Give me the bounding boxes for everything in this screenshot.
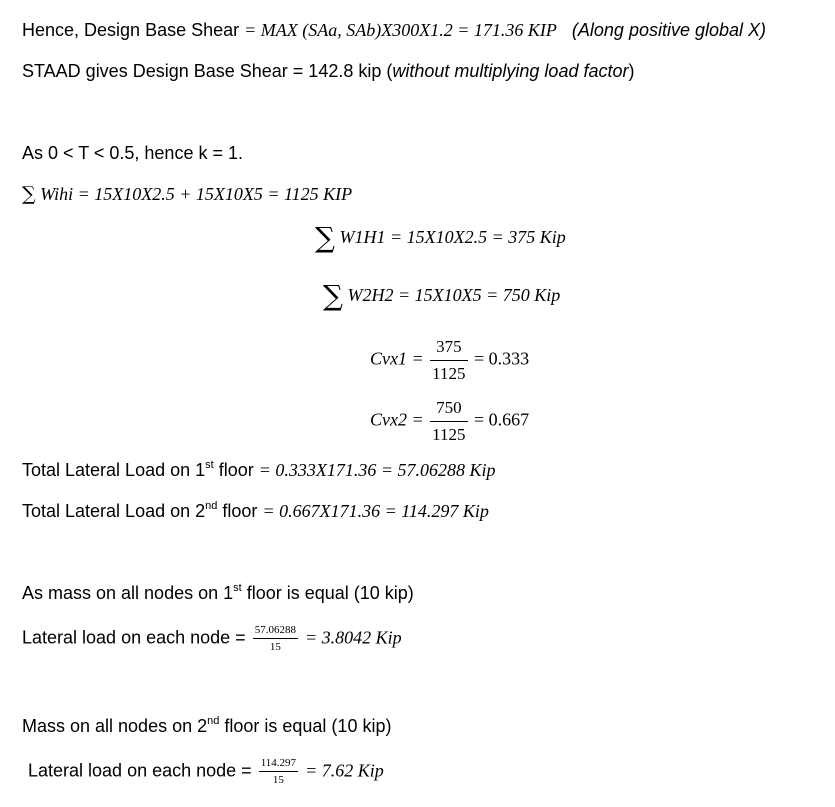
- mass-2nd-floor-line: [22, 715, 391, 737]
- lateral-load-1st-floor-formula: = 0.333X171.36 = 57.06288 Kip: [258, 460, 496, 480]
- cvx2-lhs: Cvx2 =: [370, 409, 424, 430]
- mass-1st-floor-line: [22, 582, 414, 604]
- sum-w1h1-sigma: ∑: [315, 221, 335, 254]
- node-load-1st-denominator: 15: [269, 641, 281, 653]
- staad-base-shear-line: [22, 61, 634, 82]
- node-load-2nd-fraction: [259, 755, 298, 788]
- sum-w1h1-line: [315, 221, 566, 254]
- design-base-shear-label: Hence, Design Base Shear: [22, 20, 240, 40]
- node-load-1st-numerator: 57.06288: [253, 622, 298, 639]
- sum-wihi-sigma: ∑: [22, 183, 36, 205]
- cvx2-numerator: 750: [430, 395, 467, 422]
- cvx1-line: [370, 334, 529, 387]
- node-load-1st-fraction: [253, 622, 298, 655]
- node-load-2nd-numerator: 114.297: [259, 755, 298, 772]
- sum-w2h2-formula: W2H2 = 15X10X5 = 750 Kip: [347, 285, 561, 305]
- cvx1-lhs: Cvx1 =: [370, 348, 424, 369]
- mass-1st-floor-post: floor is equal (10 kip): [241, 583, 414, 603]
- staad-base-shear-close: ): [628, 61, 635, 81]
- lateral-load-1st-floor-label: Total Lateral Load on 1: [22, 460, 206, 480]
- cvx1-fraction: [430, 334, 467, 387]
- lateral-load-1st-floor-post: floor: [213, 460, 254, 480]
- second-superscript: nd: [205, 500, 218, 512]
- lateral-load-2nd-floor-formula: = 0.667X171.36 = 114.297 Kip: [262, 501, 489, 521]
- cvx1-numerator: 375: [430, 334, 467, 361]
- lateral-load-1st-floor-line: [22, 459, 496, 481]
- cvx1-rhs: = 0.333: [474, 348, 530, 369]
- cvx2-line: [370, 395, 529, 448]
- staad-base-shear-text: STAAD gives Design Base Shear = 142.8 kip (: [22, 61, 393, 81]
- lateral-load-2nd-floor-post: floor: [217, 501, 258, 521]
- k-value-line: [22, 143, 243, 164]
- mass-1st-floor-label: As mass on all nodes on 1: [22, 583, 234, 603]
- sum-wihi-formula: Wihi = 15X10X2.5 + 15X10X5 = 1125 KIP: [40, 184, 353, 204]
- lateral-load-2nd-floor-label: Total Lateral Load on 2: [22, 501, 206, 521]
- cvx2-denominator: 1125: [432, 425, 466, 444]
- k-value-text: As 0 < T < 0.5, hence k = 1.: [22, 143, 243, 163]
- cvx2-rhs: = 0.667: [474, 409, 530, 430]
- design-base-shear-formula: = MAX (SAa, SAb)X300X1.2 = 171.36 KIP: [244, 20, 557, 40]
- sum-w1h1-formula: W1H1 = 15X10X2.5 = 375 Kip: [339, 227, 566, 247]
- node-load-1st-result: = 3.8042 Kip: [304, 627, 402, 648]
- lateral-load-2nd-floor-line: [22, 500, 489, 522]
- node-load-2nd-result: = 7.62 Kip: [305, 760, 384, 781]
- sum-w2h2-line: [323, 279, 561, 312]
- node-load-2nd-label: Lateral load on each node =: [28, 760, 252, 781]
- cvx2-fraction: [430, 395, 467, 448]
- node-load-1st-line: [22, 622, 402, 655]
- sum-wihi-line: [22, 183, 352, 205]
- node-load-2nd-line: [28, 755, 384, 788]
- mass-2nd-superscript: nd: [207, 715, 220, 727]
- first-superscript: st: [205, 459, 214, 471]
- node-load-1st-label: Lateral load on each node =: [22, 627, 246, 648]
- mass-1st-superscript: st: [233, 582, 242, 594]
- staad-base-shear-note: without multiplying load factor: [392, 61, 629, 81]
- mass-2nd-floor-post: floor is equal (10 kip): [219, 716, 392, 736]
- node-load-2nd-denominator: 15: [272, 774, 284, 786]
- cvx1-denominator: 1125: [432, 364, 466, 383]
- mass-2nd-floor-label: Mass on all nodes on 2: [22, 716, 208, 736]
- sum-w2h2-sigma: ∑: [323, 279, 343, 312]
- design-base-shear-note: (Along positive global X): [571, 20, 767, 40]
- design-base-shear-line: [22, 20, 766, 41]
